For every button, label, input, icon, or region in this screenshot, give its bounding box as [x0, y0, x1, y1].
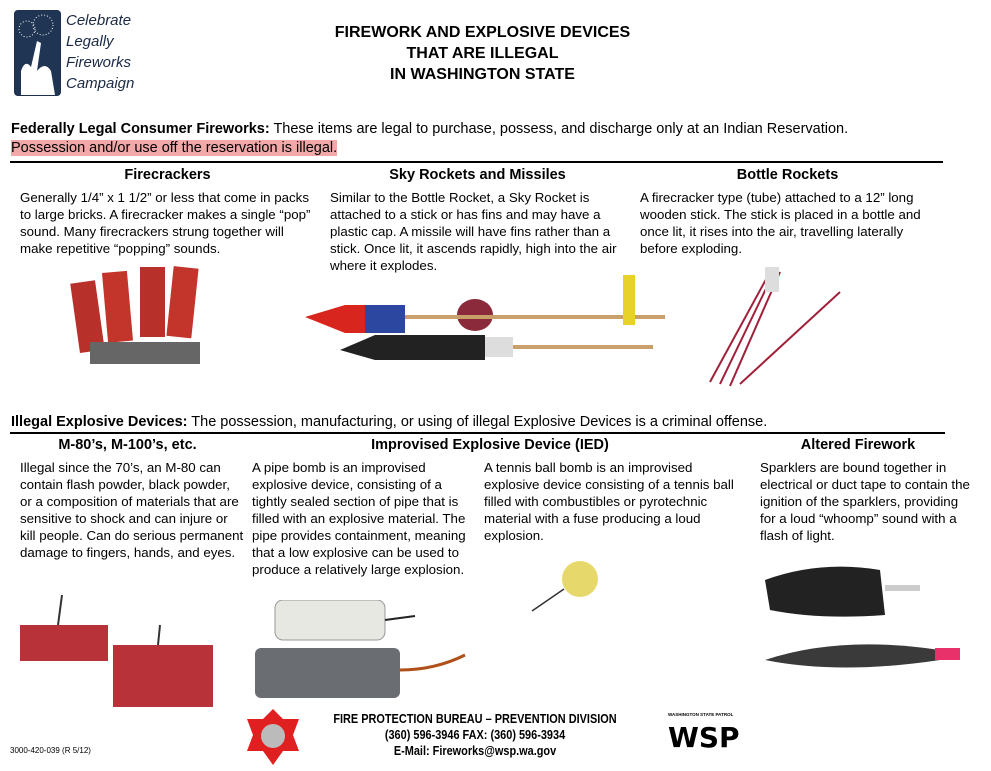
item-text: Sparklers are bound together in electrical or duct tape to contain the ignition of the sparklers, providing for a loud “whoomp” sound with a flash of light. — [760, 460, 970, 543]
item-text: Generally 1/4” x 1 1/2” or less that come in packs to large bricks. A firecracker makes a single “pop” sound. Many firecrackers strung together will make repetitive “popping” sounds. — [20, 190, 311, 256]
section1-heading: Federally Legal Consumer Fireworks: — [11, 121, 270, 137]
wsp-logo-icon — [668, 712, 748, 758]
item-title: Firecrackers — [124, 167, 211, 183]
wsp-logo-caption: WASHINGTON STATE PATROL — [668, 712, 734, 717]
highlighted-warning: Possession and/or use off the reservation is illegal. — [11, 140, 338, 156]
m80-image — [18, 595, 218, 710]
footer-email[interactable]: E-Mail: Fireworks@wsp.wa.gov — [393, 743, 557, 758]
item-text: A firecracker type (tube) attached to a 12” long wooden stick. The stick is placed in a bottle and once lit, it rises into the air, travelling laterally before exploding. — [640, 190, 921, 256]
sky-rockets-image — [305, 265, 665, 365]
altered-firework-image — [760, 560, 965, 670]
item-text: A pipe bomb is an improvised explosive device, consisting of a tightly sealed section of pipe that is filled with an explosive material. The pipe provides containment, meaning that a low explosive can be used to produce a relatively large explosion. — [252, 460, 466, 577]
title-line: THAT ARE ILLEGAL — [406, 45, 559, 62]
section2-divider — [10, 432, 945, 434]
logo-line: Fireworks — [66, 54, 132, 71]
item-title: Sky Rockets and Missiles — [389, 167, 566, 183]
pipe-bomb-image — [255, 600, 475, 700]
firecrackers-image — [70, 262, 230, 374]
item-title: M-80’s, M-100’s, etc. — [58, 437, 197, 453]
item-title: Improvised Explosive Device (IED) — [371, 437, 609, 453]
fire-marshal-seal-icon — [243, 705, 303, 769]
item-text: Illegal since the 70’s, an M-80 can contain flash powder, black powder, or a composition of materials that are sensitive to shock and can injure or kill people. Can do serious permanent damage to fingers, hands, and eyes. — [20, 460, 244, 560]
logo-line: Celebrate — [66, 12, 132, 29]
section2-heading: Illegal Explosive Devices: — [11, 414, 188, 430]
section1-intro — [11, 120, 986, 158]
item-title: Altered Firework — [800, 437, 916, 453]
title-line: FIREWORK AND EXPLOSIVE DEVICES — [334, 24, 631, 41]
wsp-logo-letters: WSP — [668, 721, 740, 754]
section1-text: These items are legal to purchase, possess, and discharge only at an Indian Reservation. — [269, 121, 849, 137]
tennis-ball-bomb-image — [530, 555, 600, 615]
item-title: Bottle Rockets — [736, 167, 839, 183]
footer-contact — [311, 711, 639, 759]
section2-intro — [11, 413, 986, 432]
bottle-rockets-image — [700, 262, 850, 387]
form-code: 3000-420-039 (R 5/12) — [10, 746, 91, 755]
footer-phone: (360) 596-3946 FAX: (360) 596-3934 — [384, 727, 566, 742]
item-text: Similar to the Bottle Rocket, a Sky Rocket is attached to a stick or has fins and may have a plastic cap. A missile will have fins rather than a stick. Once lit, it ascends rapidly, high into the air where it explodes. — [330, 190, 617, 273]
campaign-logo-text — [66, 10, 134, 94]
campaign-logo-icon — [14, 10, 61, 96]
section2-text: The possession, manufacturing, or using of illegal Explosive Devices is a criminal offense. — [187, 414, 768, 430]
section1-divider — [10, 161, 943, 163]
logo-line: Legally — [66, 33, 114, 50]
footer-bureau: FIRE PROTECTION BUREAU – PREVENTION DIVISION — [333, 711, 617, 726]
logo-line: Campaign — [66, 75, 135, 92]
item-text: A tennis ball bomb is an improvised explosive device consisting of a tennis ball filled with combustibles or pyrotechnic material with a fuse producing a loud explosion. — [484, 460, 734, 543]
title-line: IN WASHINGTON STATE — [390, 66, 575, 83]
page-title — [290, 22, 675, 85]
